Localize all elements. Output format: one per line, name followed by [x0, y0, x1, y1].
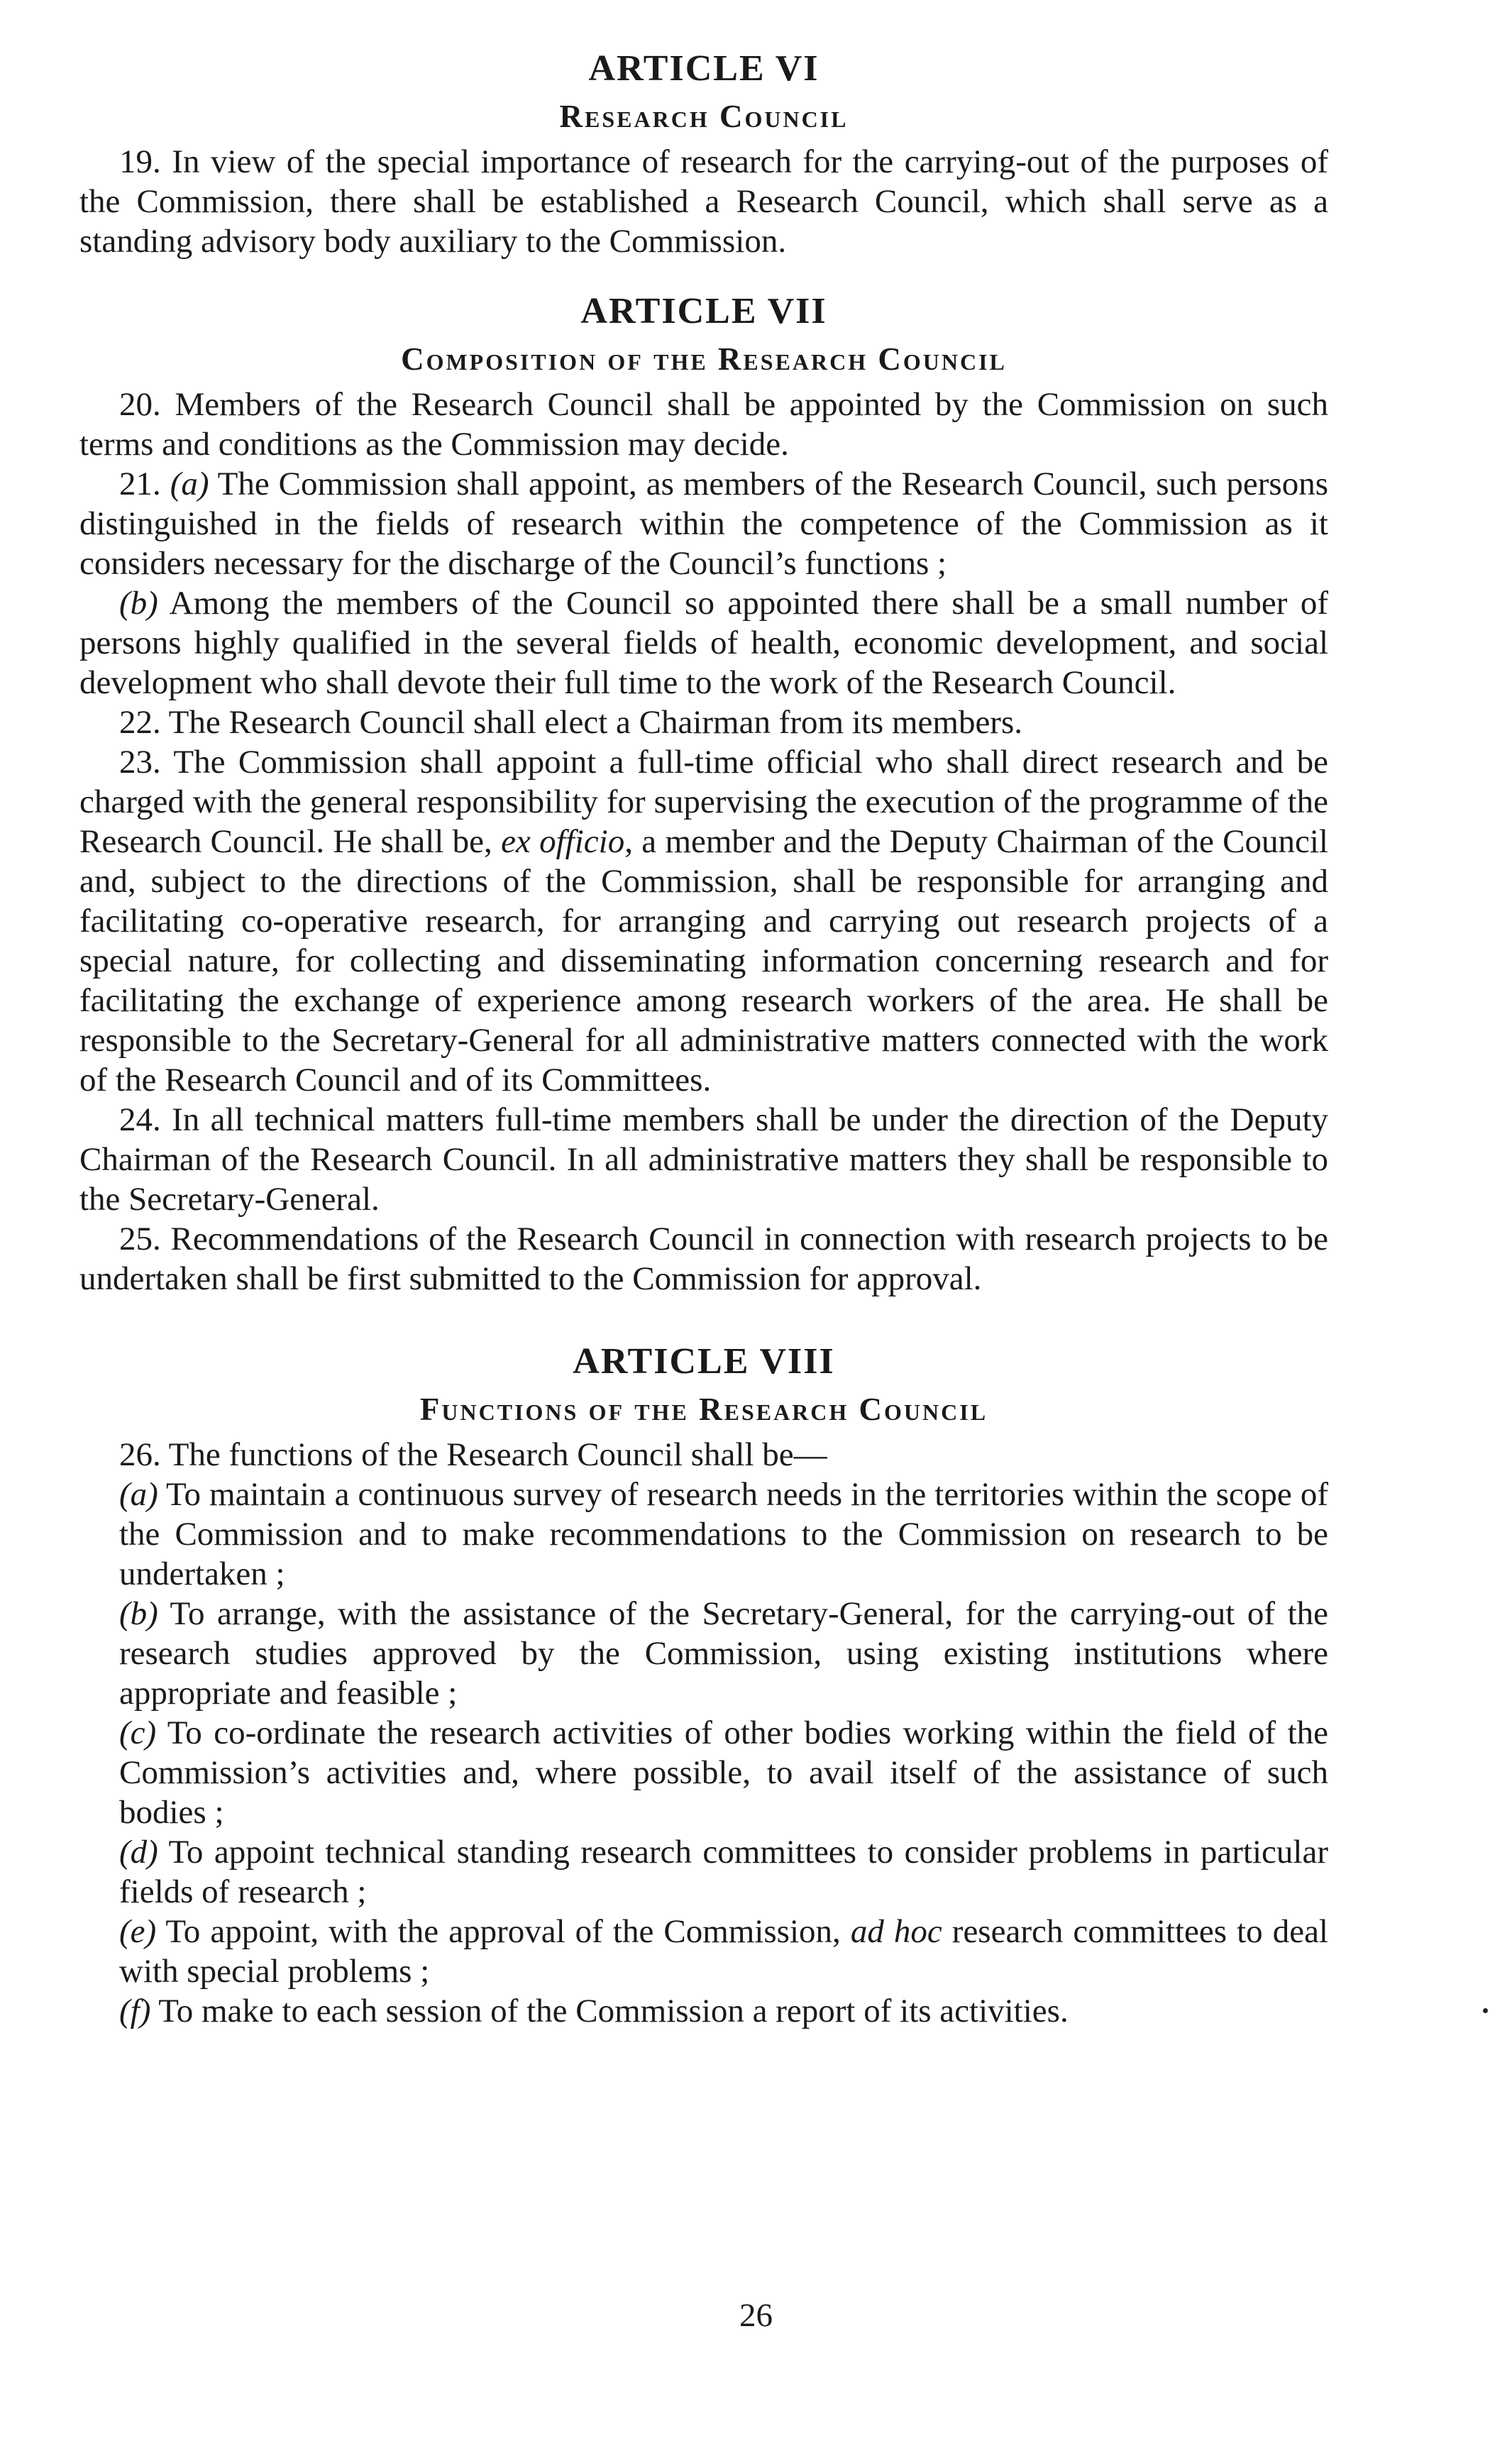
page-number: 26 [739, 2297, 773, 2334]
spacer [79, 261, 1328, 287]
article-title: ARTICLE VIII [573, 1341, 835, 1382]
function-item-c: (c) To co-ordinate the research activities of other bodies working within the field of the Commission’s activities and, where possible, to avail itself of the assistance of such bodies ; [119, 1714, 1328, 1831]
paragraph-22: 22. The Research Council shall elect a Chairman from its members. [119, 704, 1022, 741]
spacer [79, 1299, 1328, 1337]
function-item-e: (e) To appoint, with the approval of the Commission, ad hoc research committees to deal with special problems ; [119, 1913, 1328, 1990]
paragraph-19: 19. In view of the special importance of research for the carrying-out of the purposes of the Commission, there shall be established a Research Council, which shall serve as a standing advisory body auxiliary to the Commission. [79, 143, 1328, 260]
scan-speck [1483, 2008, 1488, 2013]
article-title: ARTICLE VII [580, 291, 827, 331]
function-item-b: (b) To arrange, with the assistance of the Secretary-General, for the carrying-out of the research studies approved by the Commission, using existing institutions where appropriate and feasible ; [119, 1595, 1328, 1712]
page-content [79, 44, 1328, 2031]
paragraph-20: 20. Members of the Research Council shall be appointed by the Commission on such terms and conditions as the Commission may decide. [79, 386, 1328, 463]
paragraph-24: 24. In all technical matters full-time members shall be under the direction of the Deputy Chairman of the Research Council. In all administrative matters they shall be responsible to the Secretary-General. [79, 1101, 1328, 1218]
article-vii [79, 287, 1328, 1299]
article-subtitle: Composition of the Research Council [401, 341, 1007, 377]
article-subtitle: Research Council [559, 99, 849, 134]
function-item-f: (f) To make to each session of the Commission a report of its activities. [119, 1993, 1069, 2029]
article-title: ARTICLE VI [588, 48, 820, 89]
paragraph-26-intro: 26. The functions of the Research Council shall be— [119, 1436, 827, 1473]
article-subtitle: Functions of the Research Council [419, 1392, 988, 1427]
article-viii [79, 1337, 1328, 2031]
paragraph-23: 23. The Commission shall appoint a full-time official who shall direct research and be charged with the general responsibility for supervising the execution of the programme of the Research Council. He shall be, ex officio, a member and the Deputy Chairman of the Council and, subject to the directions of the Commission, shall be responsible for arranging and facilitating co-operative research, for arranging and carrying out research projects of a special nature, for collecting and disseminating information concerning research and for facilitating the exchange of experience among research workers of the area. He shall be responsible to the Secretary-General for all administrative matters connected with the work of the Research Council and of its Committees. [79, 744, 1328, 1098]
article-vi [79, 44, 1328, 261]
paragraph-21b: (b) Among the members of the Council so appointed there shall be a small number of persons highly qualified in the several fields of health, economic development, and social development who shall devote their full time to the work of the Research Council. [79, 585, 1328, 701]
paragraph-21a: 21. (a) The Commission shall appoint, as members of the Research Council, such persons distinguished in the fields of research within the competence of the Commission as it considers necessary for the discharge of the Council’s functions ; [79, 466, 1329, 582]
function-item-a: (a) To maintain a continuous survey of research needs in the territories within the scope of the Commission and to make recommendations to the Commission on research to be undertaken ; [119, 1476, 1328, 1592]
function-item-d: (d) To appoint technical standing research committees to consider problems in particular fields of research ; [119, 1834, 1328, 1910]
paragraph-25: 25. Recommendations of the Research Council in connection with research projects to be undertaken shall be first submitted to the Commission for approval. [79, 1221, 1328, 1297]
